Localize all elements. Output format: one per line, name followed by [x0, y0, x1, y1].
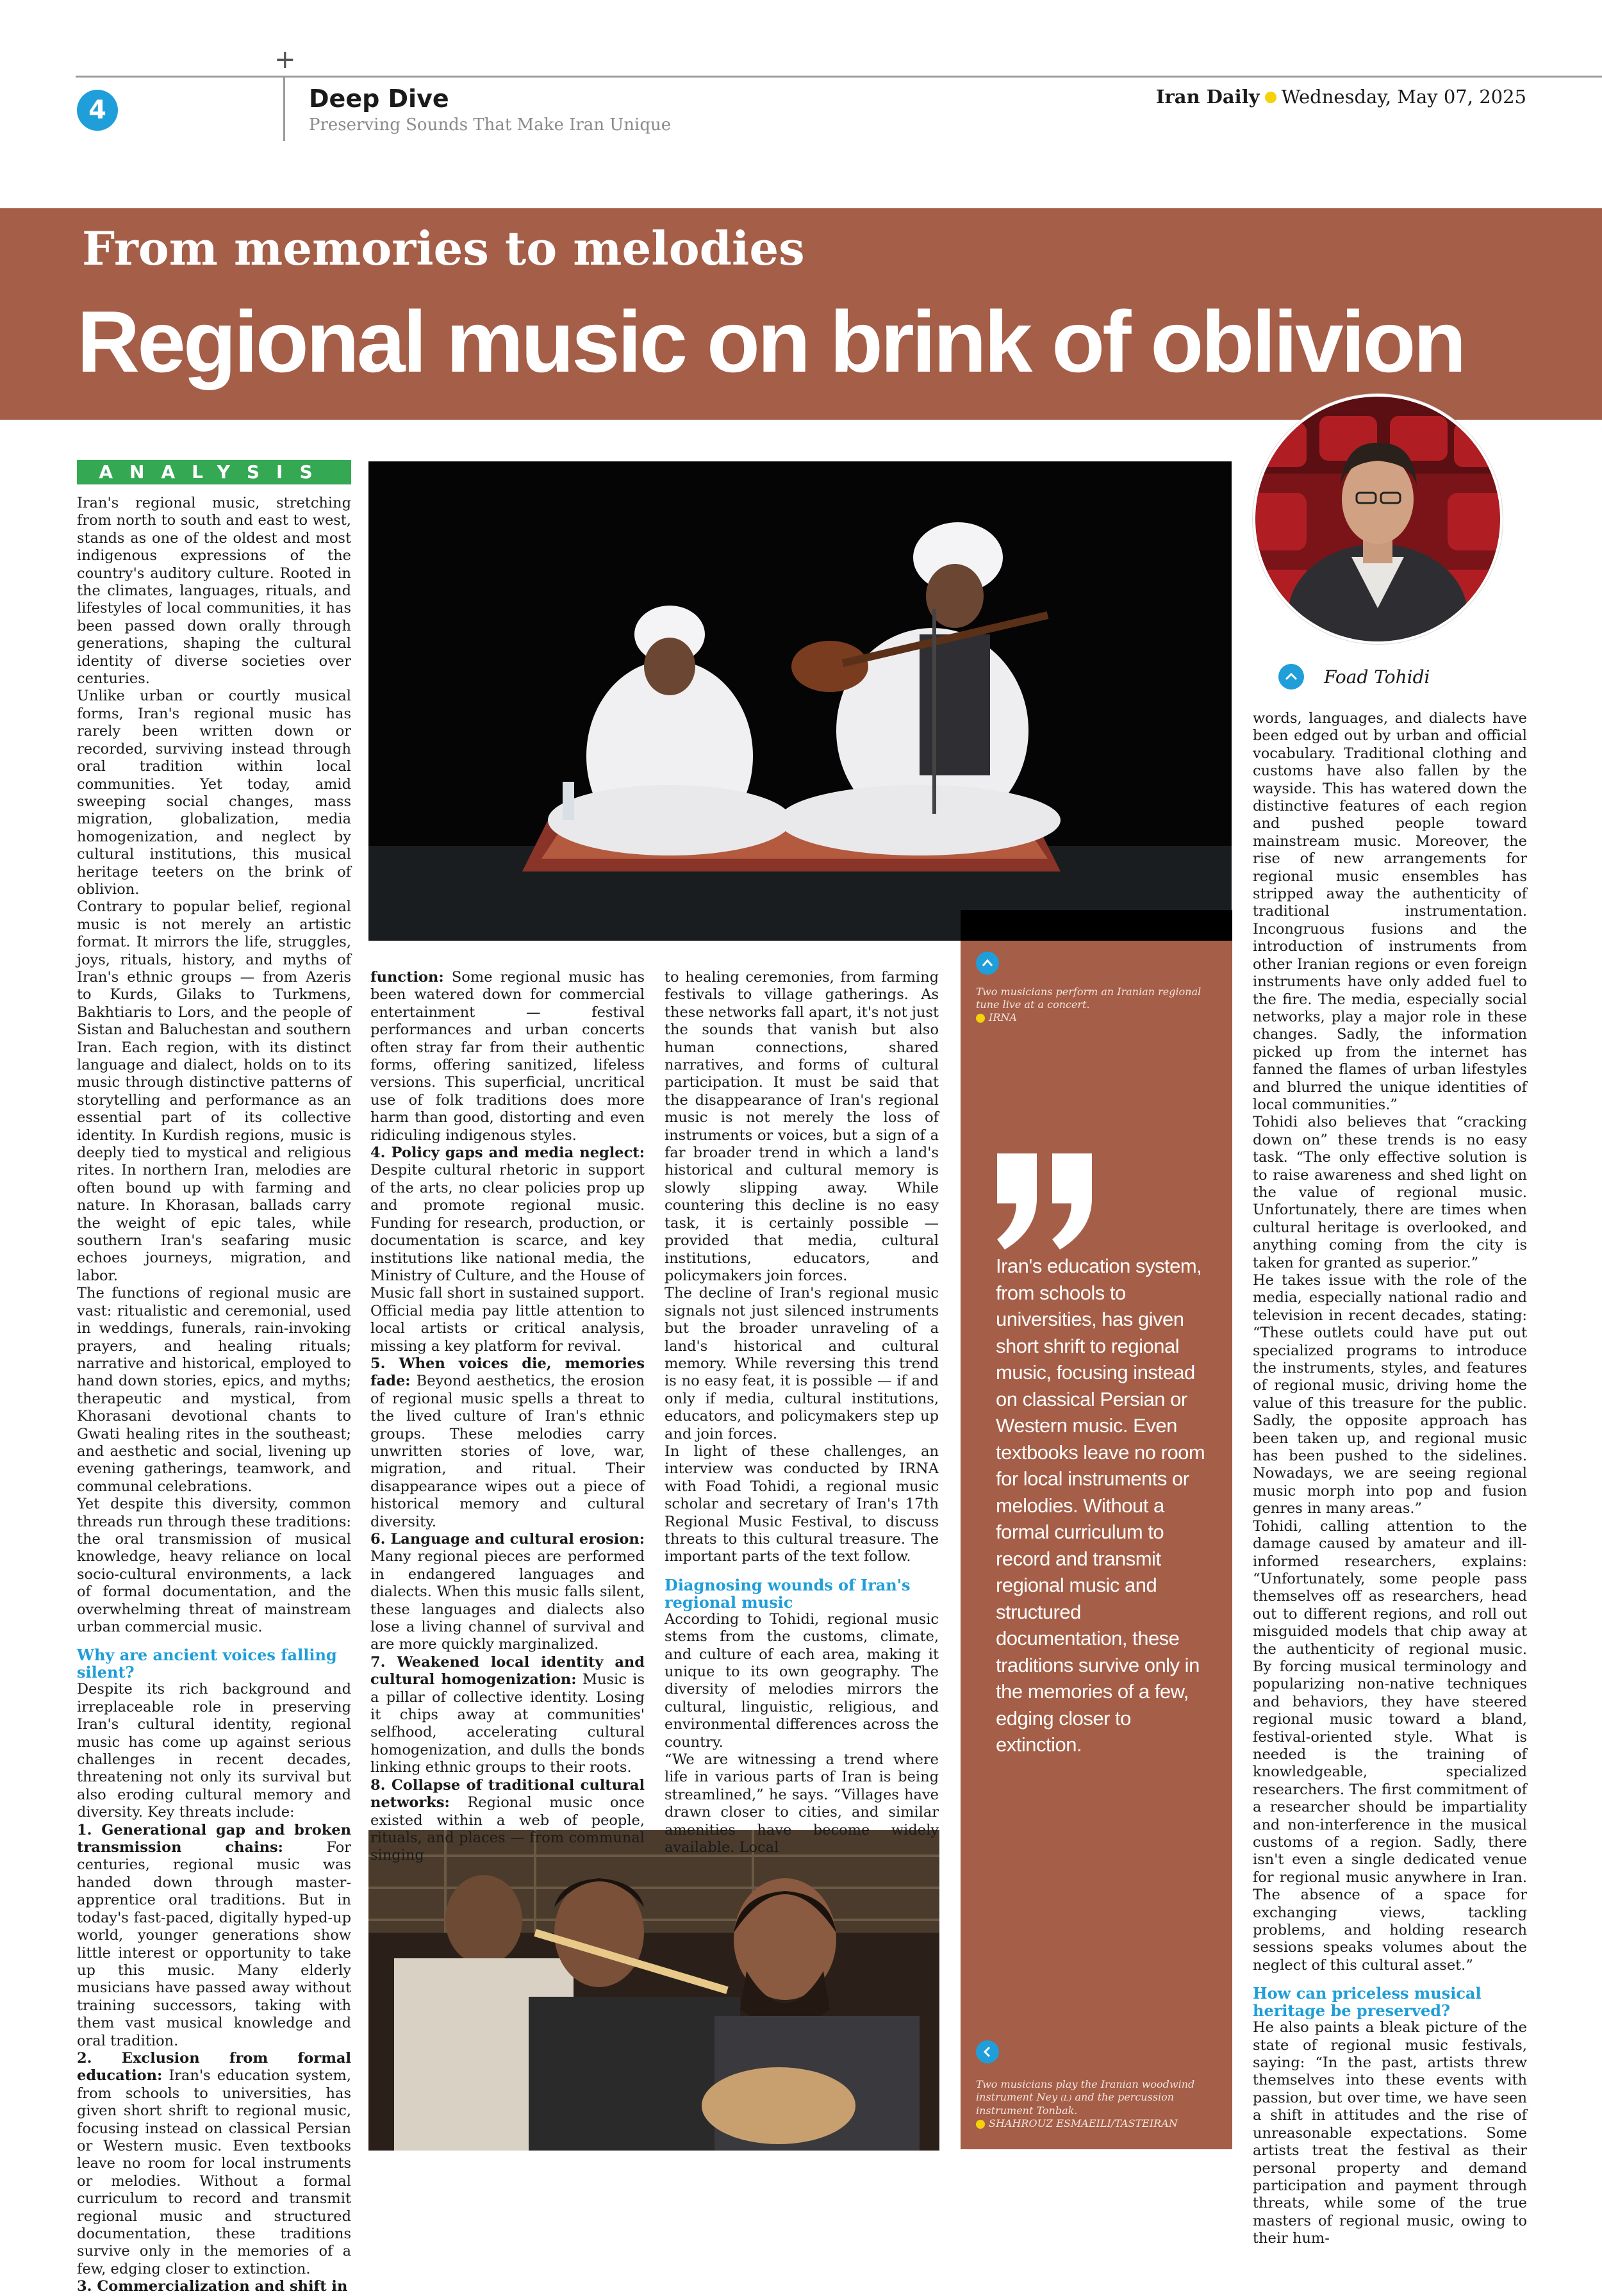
- page-number: 4: [77, 90, 118, 131]
- issue-date: Wednesday, May 07, 2025: [1281, 86, 1526, 108]
- ney-tonbak-photo: [368, 1830, 939, 2151]
- threat-title: 3. Commercialization and shift in: [77, 2278, 348, 2295]
- credit-dot-icon: [976, 1014, 985, 1023]
- author-portrait-image: [1255, 397, 1500, 641]
- threat-title: 7. Weakened local identity and cultural homogenization:: [370, 1653, 645, 1689]
- analysis-tag: ANALYSIS: [77, 460, 351, 484]
- paragraph: The functions of regional music are vast: ritualistic and ceremonial, used in weddings, funerals, rain-invoking prayers, and healing rituals; narrative and historical, employed to hand down stories, epics, and myths; therapeutic and mystical, from Khorasani devotional chants to Gwati healing rites in the southeast; and aesthetic and social, livening up evening gatherings, teamwork, and communal celebrations.: [77, 1285, 351, 1495]
- paragraph: to healing ceremonies, from farming festivals to village gatherings. As these networks fall apart, it's not just the sounds that vanish but also human connections, shared narratives, and forms of cultural participation. It must be said that the disappearance of Iran's regional music is not merely the loss of instruments or voices, but a sign of a far broader trend in which a land's historical and cultural memory is slowly slipping away. While countering this decline is no easy task, it is certainly possible — provided that media, cultural institutions, educators, and policymakers join forces.: [665, 969, 939, 1284]
- paragraph: [77, 2278, 351, 2295]
- paragraph: 5. When voices die, memories fade: Beyond aesthetics, the erosion of regional music spells a threat to the lived culture of Iran's ethnic groups. These melodies carry unwritten stories of love, war, migration, and ritual. Their disappearance wipes out a piece of historical memory and cultural diversity.: [370, 1355, 645, 1530]
- author-photo: [1253, 394, 1503, 644]
- paragraph: According to Tohidi, regional music stems from the customs, climate, and culture of each area, making it unique to its own geography. The diversity of melodies mirrors the cultural, linguistic, religious, and environmental differences across the country.: [665, 1610, 939, 1751]
- section-title: Deep Dive: [309, 85, 449, 113]
- credit-dot-icon: [976, 2120, 985, 2129]
- photo2-caption-text: Two musicians play the Iranian woodwind instrument Ney (L) and the percussion instrument Tonbak.: [976, 2078, 1195, 2117]
- paragraph: words, languages, and dialects have been edged out by urban and official vocabulary. Traditional clothing and customs have also fallen by the wayside. This has watered down the distinctive features of each region and pushed people toward mainstream music. Moreover, the rise of new arrangements for regional music ensembles has stripped away the authenticity of traditional instrumentation. Incongruous fusions and the introduction of instruments from other Iranian regions or even foreign instruments have only added fuel to the fire. The media, especially social networks, play a major role in these changes. Sadly, the information picked up from the internet has fanned the flames of urban lifestyles and blurred the unique identities of local communities.”: [1253, 710, 1527, 1113]
- paragraph: Despite its rich background and irreplaceable role in preserving Iran's cultural identity, regional music has come up against serious challenges in recent decades, threatening not only its survival but also eroding cultural memory and diversity. Key threats include:: [77, 1681, 351, 1821]
- paragraph: 1. Generational gap and broken transmission chains: For centuries, regional music was handed down through master-apprentice oral traditions. But in today's fast-paced, digitally hyped-up world, younger generations show little interest or opportunity to take up this music. Many elderly musicians have passed away without training successors, taking with them vast musical knowledge and oral tradition.: [77, 1821, 351, 2049]
- article-column-3: [665, 969, 939, 1857]
- photo2-caption: [976, 2078, 1219, 2130]
- paragraph: In light of these challenges, an interview was conducted by IRNA with Foad Tohidi, a regional music scholar and secretary of Iran's 17th Regional Music Festival, to discuss threats to this cultural treasure. The important parts of the text follow.: [665, 1442, 939, 1565]
- paragraph: He takes issue with the role of the media, especially national radio and television in recent decades, stating: “These outlets could have put out specialized programs to introduce the instruments, styles, and features of regional music, driving home the value of this treasure for the public. Sadly, the opposite approach has been taken up, and regional music has been pushed to the sidelines. Nowadays, we are seeing regional music morph into pop and fusion genres in many areas.”: [1253, 1272, 1527, 1517]
- section-subtitle: Preserving Sounds That Make Iran Unique: [309, 115, 672, 135]
- caption-up-arrow-icon: [976, 952, 999, 975]
- paragraph: 7. Weakened local identity and cultural homogenization: Music is a pillar of collective identity. Losing it chips away at communities' selfhood, accelerating cultural homogenization, and dulls the bonds linking ethnic groups to their roots.: [370, 1653, 645, 1776]
- photo1-caption-text: Two musicians perform an Iranian regional tune live at a concert.: [976, 986, 1202, 1011]
- paper-name: Iran Daily: [1155, 86, 1260, 108]
- article-column-2: [370, 969, 645, 1865]
- paper-info: [1156, 86, 1526, 108]
- paragraph: Unlike urban or courtly musical forms, Iran's regional music has rarely been written down or recorded, surviving instead through oral tradition within local communities. Yet today, amid sweeping social changes, mass migration, globalization, media homogenization, and neglect by cultural institutions, this musical heritage teeters on the brink of oblivion.: [77, 688, 351, 898]
- concert-photo-image: [368, 461, 1232, 941]
- threat-title: function:: [370, 969, 444, 986]
- paragraph: 8. Collapse of traditional cultural networks: Regional music once existed within a web of people, rituals, and places — from communal singing: [370, 1776, 645, 1864]
- threat-title: 8. Collapse of traditional cultural networks:: [370, 1776, 645, 1812]
- paragraph: Yet despite this diversity, common threads run through these traditions: the oral transmission of musical knowledge, heavy reliance on local socio-cultural environments, a lack of formal documentation, and the overwhelming threat of mainstream urban commercial music.: [77, 1496, 351, 1635]
- threat-title: 6. Language and cultural erosion:: [370, 1531, 645, 1548]
- author-arrow-icon: [1278, 664, 1304, 690]
- paragraph: function: Some regional music has been watered down for commercial entertainment — festival performances and urban concerts often stray far from their authentic forms, offering sanitized, lifeless versions. This superficial, uncritical use of folk traditions does more harm than good, distorting and even ridiculing indigenous styles.: [370, 969, 645, 1144]
- quotation-mark-icon: [997, 1153, 1093, 1256]
- subheading: Diagnosing wounds of Iran's regional music: [665, 1575, 911, 1612]
- paragraph: 2. Exclusion from formal education: Iran's education system, from schools to universities, has given short shrift to regional music, focusing instead on classical Persian or Western music. Even textbooks leave no room for local instruments or melodies. Without a formal curriculum to record and transmit regional music and structured documentation, these traditions survive only in the memories of a few, edging closer to extinction.: [77, 2049, 351, 2277]
- threat-title: 1. Generational gap and broken transmission chains:: [77, 1821, 351, 1856]
- header-rule: [76, 76, 1602, 78]
- headline: Regional music on brink of oblivion: [77, 293, 1464, 390]
- photo1-caption-strip: [961, 910, 1232, 941]
- threat-title: 4. Policy gaps and media neglect:: [370, 1144, 645, 1162]
- paragraph: Tohidi also believes that “cracking down on” these trends is no easy task. “The only effective solution is to raise awareness and shed light on the value of regional music. Unfortunately, there are times when cultural heritage is overlooked, and anything coming from the city is taken for granted as superior.”: [1253, 1114, 1527, 1271]
- article-column-4: [1253, 710, 1527, 2248]
- threat-title: 2. Exclusion from formal education:: [77, 2049, 351, 2085]
- article-column-1: [77, 495, 351, 2296]
- paragraph: Tohidi, calling attention to the damage caused by amateur and ill-informed researchers, explains: “Unfortunately, some people pass themselves off as researchers, head out to different regions, and roll out misguided models that chip away at the authenticity of regional music. By forcing musical terminology and popularizing non-native techniques and behaviors, they have steered regional music toward a bland, festival-oriented style. What is needed is the training of knowledgeable, specialized researchers. The first commitment of a researcher should be impartiality and non-interference in the musical customs of a region. Sadly, there isn't even a single dedicated venue for regional music anywhere in Iran. The absence of a space for exchanging views, tackling problems, and holding research sessions speaks volumes about the neglect of this cultural asset.”: [1253, 1517, 1527, 1974]
- paragraph: Contrary to popular belief, regional music is not merely an artistic format. It mirrors the life, struggles, joys, rituals, history, and myths of Iran's ethnic groups — from Azeris to Kurds, Gilaks to Turkmens, Bakhtiaris to Lors, and the people of Sistan and Baluchestan and southern Iran. Each region, with its distinct language and dialect, holds on to its music through distinctive patterns of storytelling and performance as an essential part of its collective identity. In Kurdish regions, music is deeply tied to mystical and religious rites. In northern Iran, melodies are often bound up with farming and nature. In Khorasan, ballads carry the weight of epic tales, while southern Iran's seafaring music echoes journeys, migration, and labor.: [77, 898, 351, 1284]
- threat-title: 5. When voices die, memories fade:: [370, 1355, 645, 1390]
- yellow-dot-icon: [1265, 92, 1276, 103]
- subheading: Why are ancient voices falling silent?: [77, 1646, 337, 1682]
- photo2-credit: SHAHROUZ ESMAEILI/TASTEIRAN: [976, 2117, 1219, 2130]
- paragraph: He also paints a bleak picture of the state of regional music festivals, saying: “In the past, artists threw themselves into these events with passion, but over time, we have seen a shift in attitudes and the rise of unreasonable expectations. Some artists treat the festival as their personal property and demand participation and payment through threats, while some of the true masters of regional music, owing to their hum-: [1253, 2019, 1527, 2247]
- paragraph: The decline of Iran's regional music signals not just silenced instruments but the broader unraveling of a land's historical and cultural memory. While reversing this trend is no easy feat, it is possible — if and only if media, cultural institutions, educators, and policymakers step up and join forces.: [665, 1285, 939, 1442]
- photo1-credit: IRNA: [976, 1011, 1219, 1024]
- subheading: How can priceless musical heritage be preserved?: [1253, 1984, 1482, 2020]
- kicker: From memories to melodies: [82, 221, 805, 276]
- pull-quote: Iran's education system, from schools to universities, has given short shrift to regional music, focusing instead on classical Persian or Western music. Even textbooks leave no room for local instruments or melodies. Without a formal curriculum to record and transmit regional music and structured documentation, these traditions survive only in the memories of a few, edging closer to extinction.: [996, 1255, 1205, 1756]
- caption-left-arrow-icon: [976, 2040, 999, 2063]
- paragraph: Iran's regional music, stretching from north to south and east to west, stands as one of the oldest and most indigenous expressions of the country's auditory culture. Rooted in the climates, languages, rituals, and lifestyles of local communities, it has been passed down orally through generations, shaping the cultural identity of diverse societies over centuries.: [77, 495, 351, 688]
- paragraph: “We are witnessing a trend where life in various parts of Iran is being streamlined,” he says. “Villages have drawn closer to cities, and similar amenities have become widely available. Local: [665, 1751, 939, 1856]
- header-divider: [283, 76, 285, 141]
- paragraph: 6. Language and cultural erosion: Many regional pieces are performed in endangered languages and dialects. When this music falls silent, these languages and dialects also lose a living channel of survival and are more quickly marginalized.: [370, 1531, 645, 1653]
- author-name: Foad Tohidi: [1324, 666, 1430, 688]
- paragraph: 4. Policy gaps and media neglect: Despite cultural rhetoric in support of the arts, no clear policies prop up and promote regional music. Funding for research, production, or documentation is scarce, and key institutions like national media, the Ministry of Culture, and the House of Music fall short in sustained support. Official media pay little attention to local artists or critical analysis, missing a key platform for revival.: [370, 1144, 645, 1355]
- photo1-caption: [976, 986, 1219, 1024]
- header-plus-mark: +: [274, 45, 296, 74]
- concert-photo: [368, 461, 1232, 941]
- ney-tonbak-photo-image: [368, 1830, 939, 2151]
